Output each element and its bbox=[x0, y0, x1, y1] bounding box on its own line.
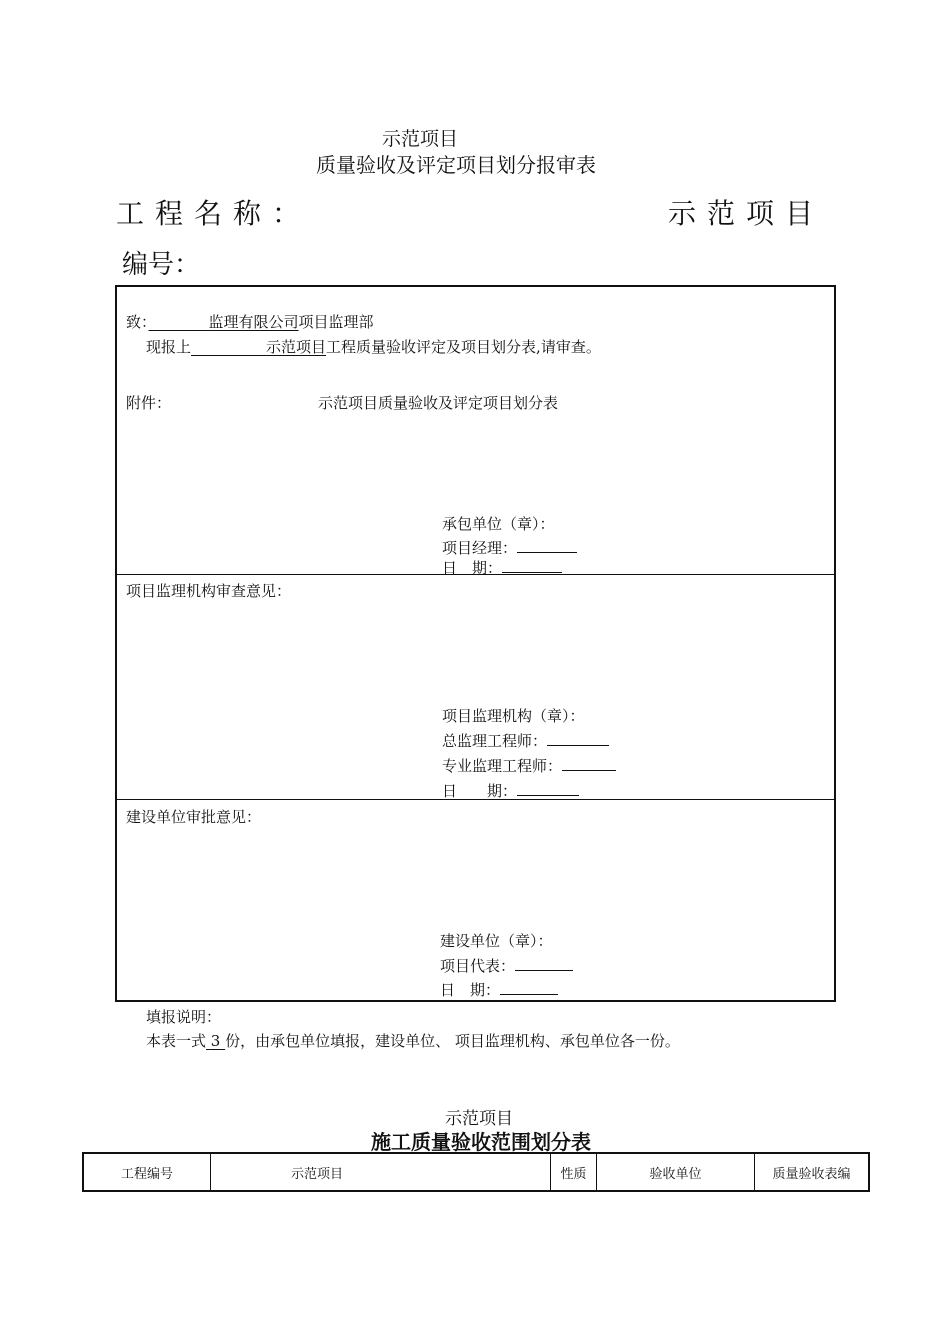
project-name-value: 示范项目 bbox=[668, 197, 825, 230]
chief-engineer-signature-blank bbox=[547, 731, 609, 746]
notes-copies: 3 bbox=[210, 1032, 221, 1050]
owner-section-label: 建设单位审批意见： bbox=[126, 808, 262, 826]
column-header-acceptance-unit: 验收单位 bbox=[597, 1154, 755, 1190]
supervision-date-line bbox=[442, 780, 579, 801]
notes-prefix: 本表一式 bbox=[146, 1032, 207, 1050]
form2-header-project: 示范项目 bbox=[445, 1109, 513, 1129]
report-prefix: 现报上 bbox=[146, 338, 192, 356]
column-header-nature: 性质 bbox=[551, 1154, 597, 1190]
serial-number-label: 编号： bbox=[122, 250, 201, 280]
addressee-suffix: 项目监理部 bbox=[298, 313, 374, 331]
owner-seal-label: 建设单位（章）： bbox=[440, 932, 553, 950]
supervision-seal-label: 项目监理机构（章）： bbox=[442, 707, 585, 725]
header-project-name: 示范项目 bbox=[381, 128, 458, 150]
submission-date-blank bbox=[502, 558, 562, 573]
submission-date-label: 日 期： bbox=[442, 559, 503, 577]
specialist-engineer-signature-blank bbox=[562, 756, 616, 771]
notes-line bbox=[146, 1030, 680, 1051]
supervision-section-label: 项目监理机构审查意见： bbox=[126, 582, 292, 600]
column-header-project-name: 示范项目 bbox=[211, 1154, 551, 1190]
owner-representative-label: 项目代表： bbox=[440, 957, 516, 975]
division-table-header-row bbox=[82, 1152, 870, 1192]
owner-representative-line bbox=[440, 955, 573, 976]
chief-engineer-label: 总监理工程师： bbox=[442, 732, 548, 750]
project-manager-label: 项目经理： bbox=[442, 539, 518, 557]
attachment-value: 示范项目质量验收及评定项目划分表 bbox=[318, 394, 559, 412]
column-header-acceptance-form: 质量验收表编 bbox=[772, 1166, 851, 1182]
column-header-project-code: 工程编号 bbox=[84, 1154, 211, 1190]
specialist-engineer-line bbox=[442, 755, 616, 776]
addressee-prefix: 致： bbox=[126, 313, 149, 331]
notes-suffix: 份，由承包单位填报，建设单位、 项目监理机构、承包单位各一份。 bbox=[225, 1032, 680, 1050]
submission-date-line bbox=[442, 557, 562, 578]
report-line bbox=[146, 336, 601, 357]
addressee-line bbox=[126, 311, 374, 332]
owner-representative-signature-blank bbox=[515, 956, 573, 971]
attachment-label: 附件： bbox=[126, 394, 172, 412]
owner-date-line bbox=[440, 979, 558, 1000]
owner-date-label: 日 期： bbox=[440, 981, 501, 999]
supervision-date-label: 日 期： bbox=[442, 782, 518, 800]
supervision-date-blank bbox=[517, 781, 579, 796]
project-manager-signature-blank bbox=[517, 538, 577, 553]
project-manager-line bbox=[442, 537, 577, 558]
owner-date-blank bbox=[500, 980, 558, 995]
form-title: 质量验收及评定项目划分报审表 bbox=[316, 153, 596, 177]
project-name-label: 工程名称： bbox=[116, 197, 312, 230]
chief-engineer-line bbox=[442, 730, 609, 751]
addressee-company: 监理有限公司 bbox=[208, 313, 299, 331]
specialist-engineer-label: 专业监理工程师： bbox=[442, 757, 563, 775]
contractor-seal-label: 承包单位（章）： bbox=[442, 515, 555, 533]
notes-title: 填报说明： bbox=[146, 1008, 222, 1026]
report-project: 示范项目 bbox=[266, 338, 327, 356]
form2-title: 施工质量验收范围划分表 bbox=[371, 1130, 591, 1154]
report-suffix: 工程质量验收评定及项目划分表,请审查。 bbox=[326, 338, 601, 356]
